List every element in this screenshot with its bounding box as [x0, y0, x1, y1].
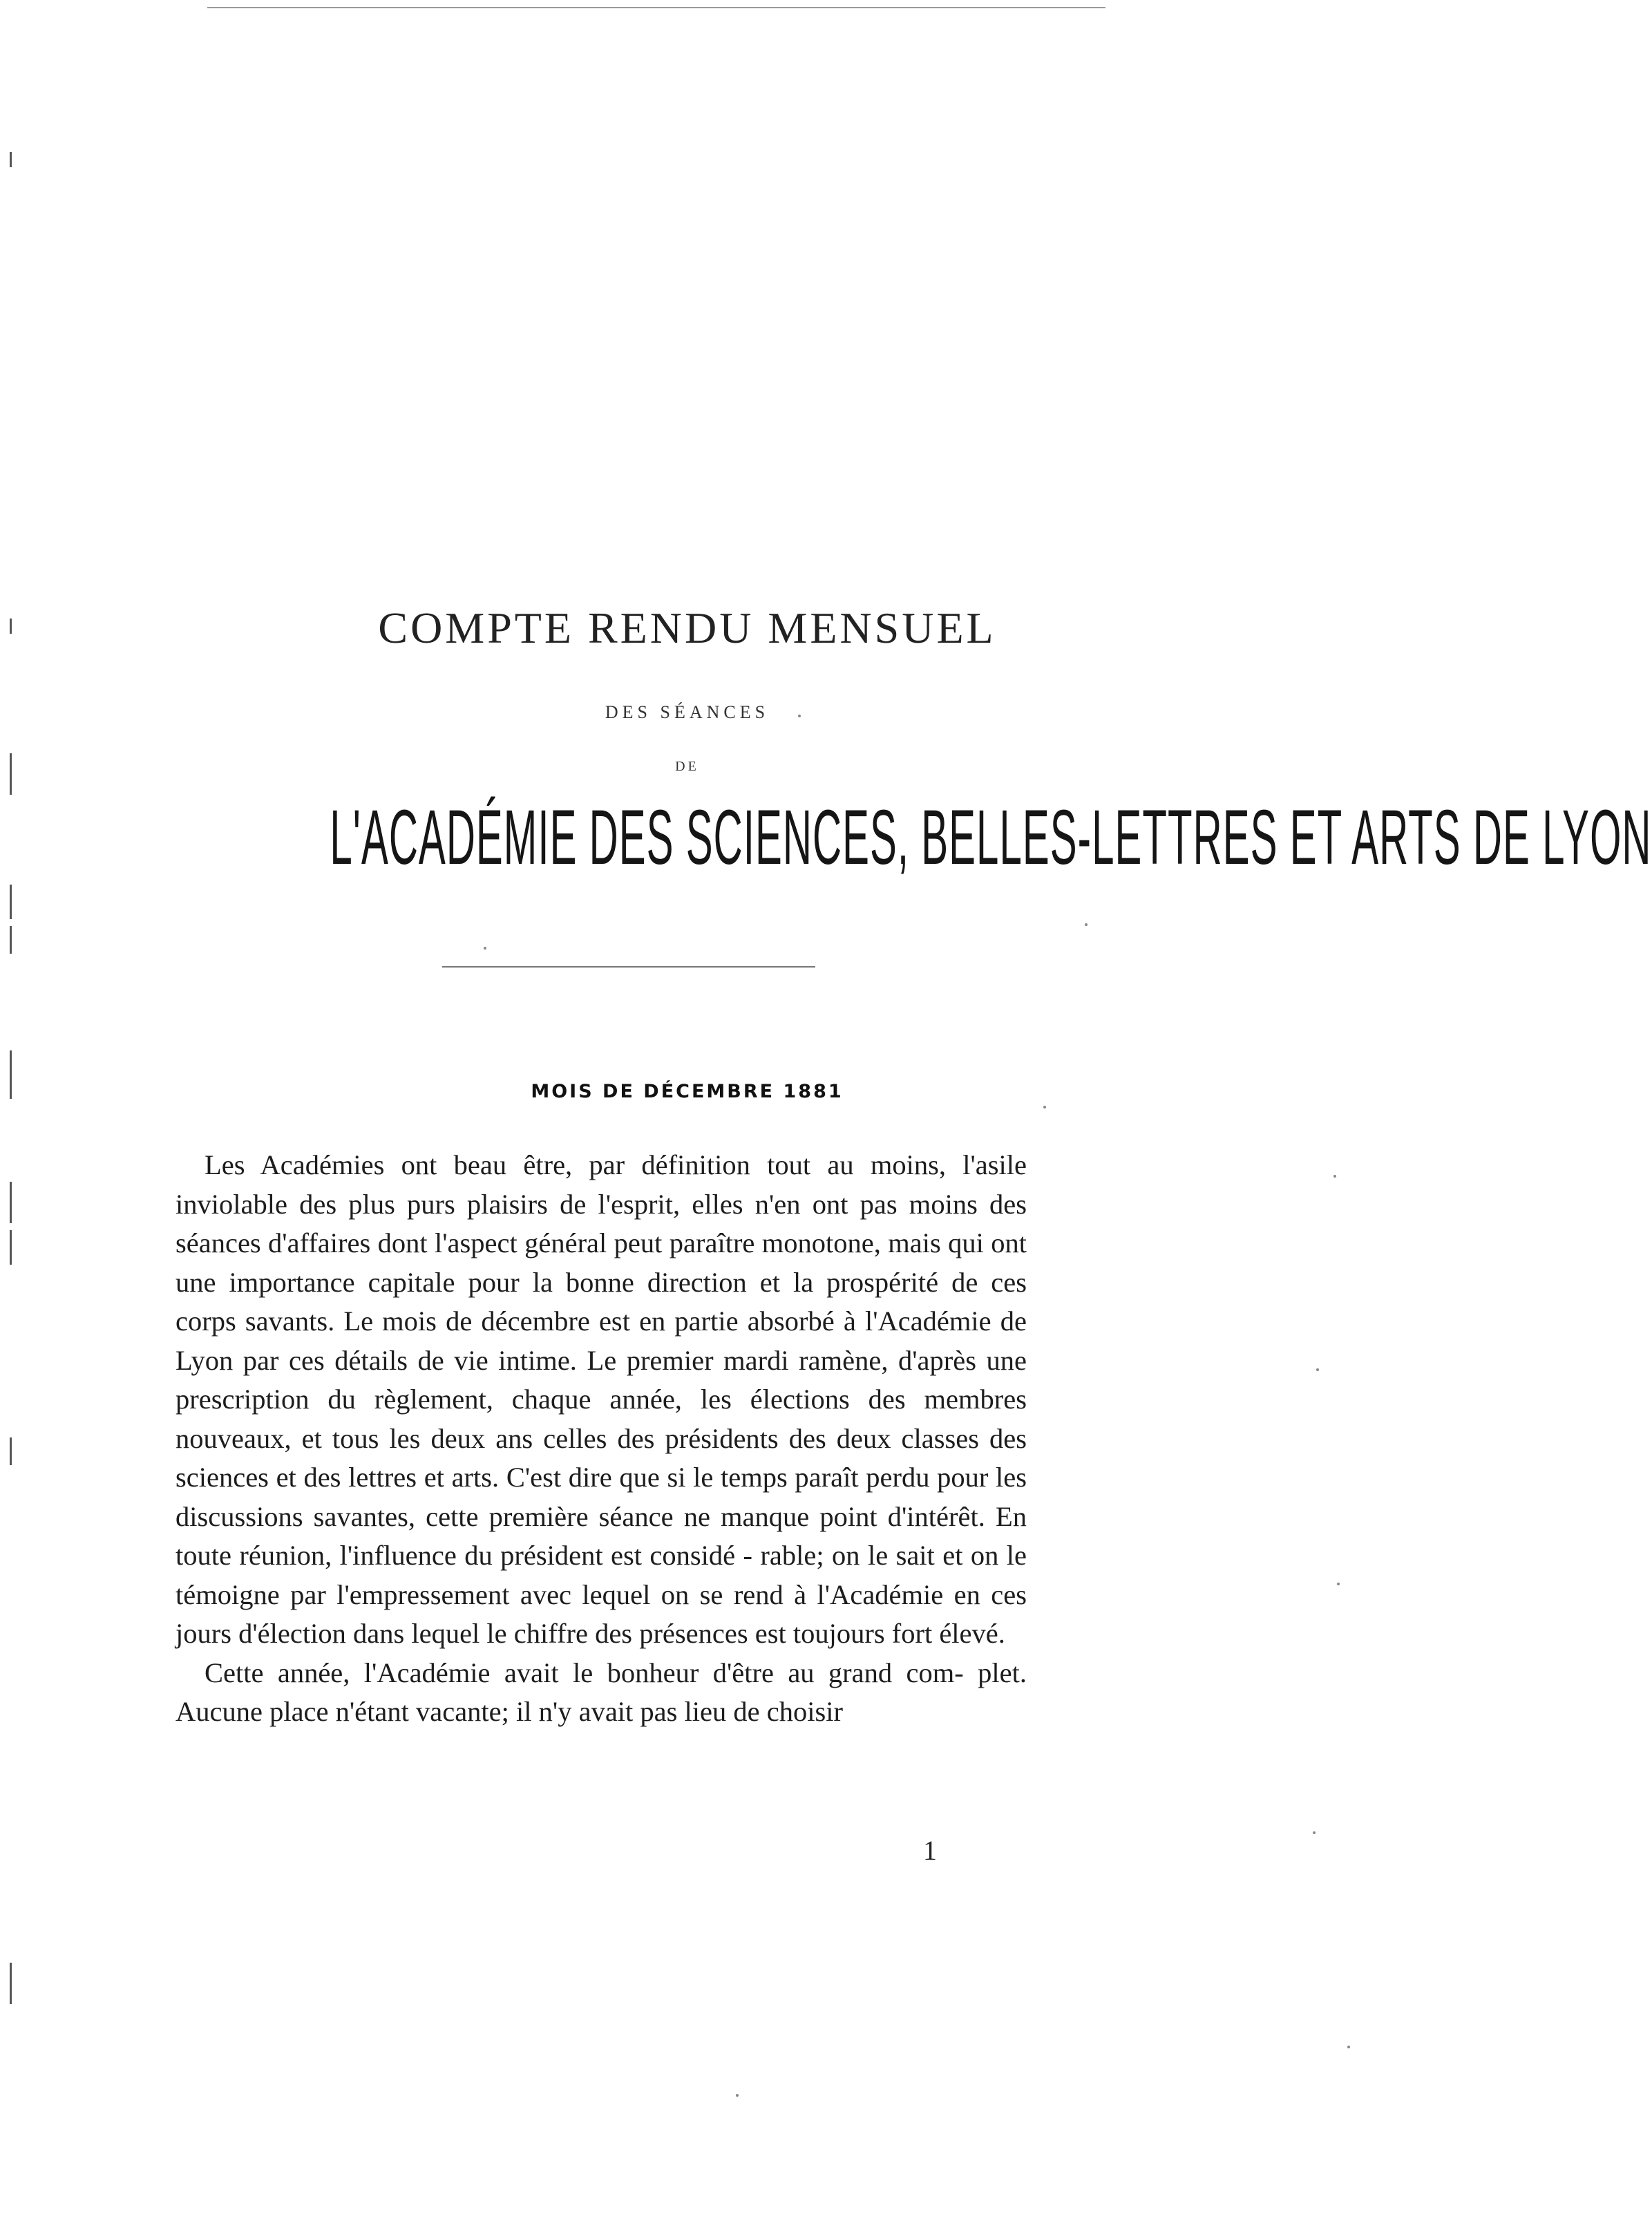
title-divider: [442, 966, 815, 968]
paragraph: Les Académies ont beau être, par définition tout au moins, l'asile inviolable des plus purs plaisirs de l'esprit, elles n'en ont pas moins des séances d'affaires dont l'aspect général peut paraître monotone, mais qui ont une importance capitale pour la bonne direction et la prospérité de ces corps savants. Le mois de décembre est en partie absorbé à l'Académie de Lyon par ces détails de vie intime. Le premier mardi ramène, d'après une prescription du règlement, chaque année, les élections des membres nouveaux, et tous les deux ans celles des présidents des deux classes des sciences et des lettres et arts. C'est dire que si le temps paraît perdu pour les discussions savantes, cette première séance ne manque point d'intérêt. En toute réunion, l'influence du président est considé - rable; on le sait et on le témoigne par l'empressement avec lequel on se rend à l'Académie en ces jours d'élection dans lequel le chiffre des présences est toujours fort élevé.: [175, 1149, 1027, 1649]
scan-speck: [736, 2094, 739, 2097]
paragraph: Cette année, l'Académie avait le bonheur d'être au grand com- plet. Aucune place n'étant vacante; il n'y avait pas lieu de choisir: [175, 1657, 1027, 1727]
scan-speck: [1316, 1368, 1319, 1371]
subtitle-des-seances: DES SÉANCES: [605, 702, 770, 722]
scan-speck: [1333, 1175, 1336, 1178]
subtitle-de: DE: [675, 759, 699, 774]
body-text: [175, 1146, 1027, 1732]
scan-edge-mark: [10, 1437, 12, 1465]
page-number: 1: [923, 1835, 937, 1866]
scan-speck: [484, 947, 486, 950]
scan-speck: [1337, 1583, 1340, 1585]
scan-edge-mark: [10, 152, 12, 167]
scan-edge-mark: [10, 1963, 12, 2004]
report-title: COMPTE RENDU MENSUEL: [378, 603, 996, 652]
month-heading: MOIS DE DÉCEMBRE 1881: [531, 1081, 844, 1102]
scan-speck: [1347, 2046, 1350, 2048]
scan-edge-mark: [10, 1182, 12, 1223]
scan-speck: [1313, 1831, 1316, 1834]
scan-edge-mark: [10, 1230, 12, 1265]
scan-edge-mark: [10, 885, 12, 919]
scan-speck: [1085, 923, 1088, 926]
scan-speck: [1043, 1106, 1046, 1108]
scan-top-edge-rule: [207, 7, 1105, 8]
academy-name-heading: L'ACADÉMIE DES SCIENCES, BELLES-LETTRES ET ARTS DE LYON: [330, 794, 1652, 880]
scan-edge-mark: [10, 926, 12, 954]
